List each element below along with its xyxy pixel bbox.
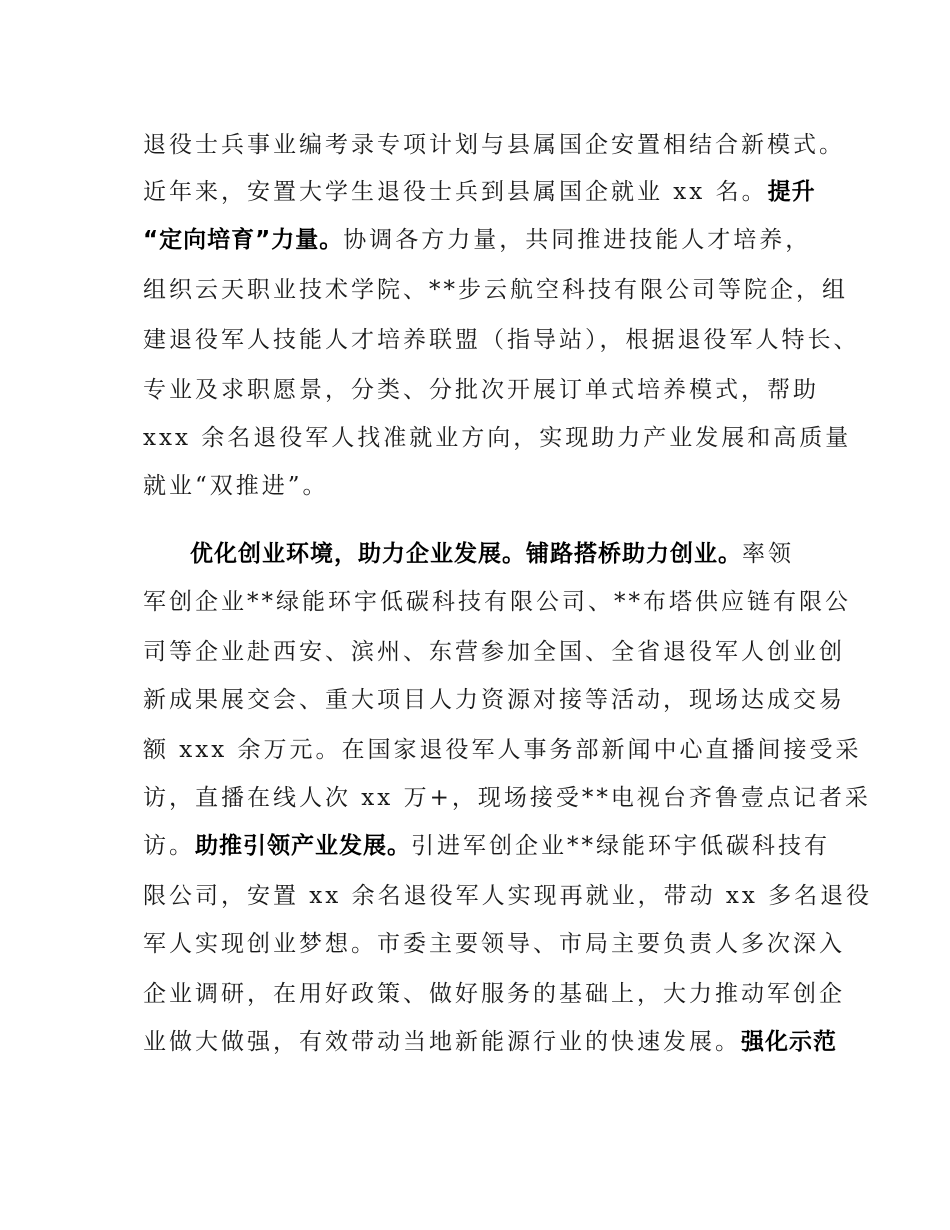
body-text: 军人实现创业梦想。市委主要领导、市局主要负责人多次深入 <box>143 931 845 957</box>
text-line <box>143 172 816 212</box>
text-line <box>143 1022 837 1062</box>
body-text: 额 xxx 余万元。在国家退役军人事务部新闻中心直播间接受采 <box>143 737 862 763</box>
body-text: 协调各方力量，共同推进技能人才培养， <box>343 227 812 253</box>
text-line <box>143 320 860 360</box>
body-text: 企业调研，在用好政策、做好服务的基础上，大力推动军创企 <box>143 981 845 1007</box>
text-line <box>143 730 862 770</box>
text-line <box>143 680 845 720</box>
text-line <box>143 370 819 410</box>
body-text: 近年来，安置大学生退役士兵到县属国企就业 xx 名。 <box>143 179 768 205</box>
body-text: 限公司，安置 xx 余名退役军人实现再就业，带动 xx 多名退役 <box>143 883 873 909</box>
text-line <box>143 125 845 165</box>
bold-heading-text: 强化示范 <box>741 1029 837 1055</box>
text-line <box>143 924 845 964</box>
body-text: 就业“双推进”。 <box>143 473 329 499</box>
bold-heading-text: “定向培育”力量。 <box>143 227 344 253</box>
text-line <box>143 270 848 310</box>
body-text: 引进军创企业**绿能环宇低碳科技有 <box>411 833 830 859</box>
body-text: 组织云天职业技术学院、**步云航空科技有限公司等院企，组 <box>143 277 848 303</box>
text-line <box>143 974 845 1014</box>
body-text: 军创企业**绿能环宇低碳科技有限公司、**布塔供应链有限公 <box>143 589 851 615</box>
bold-heading-text: 优化创业环境，助力企业发展。铺路搭桥助力创业。 <box>190 541 742 567</box>
paragraph-first-line <box>190 534 794 574</box>
body-text: 率领 <box>742 541 794 567</box>
body-text: 访。 <box>143 833 195 859</box>
body-text: xxx 余名退役军人找准就业方向，实现助力产业发展和高质量 <box>143 425 852 451</box>
text-line <box>143 778 871 818</box>
body-text: 访，直播在线人次 xx 万+，现场接受**电视台齐鲁壹点记者采 <box>143 785 871 811</box>
body-text: 业做大做强，有效带动当地新能源行业的快速发展。 <box>143 1029 741 1055</box>
text-line <box>143 418 851 458</box>
text-line <box>143 632 845 672</box>
body-text: 退役士兵事业编考录专项计划与县属国企安置相结合新模式。 <box>143 132 845 158</box>
text-line <box>143 582 851 622</box>
body-text: 建退役军人技能人才培养联盟（指导站），根据退役军人特长、 <box>143 327 860 353</box>
text-line <box>143 826 830 866</box>
text-line <box>143 876 872 916</box>
bold-heading-text: 助推引领产业发展。 <box>195 833 411 859</box>
bold-heading-text: 提升 <box>767 179 816 205</box>
body-text: 新成果展交会、重大项目人力资源对接等活动，现场达成交易 <box>143 687 845 713</box>
body-text: 司等企业赴西安、滨州、东营参加全国、全省退役军人创业创 <box>143 639 845 665</box>
body-text: 专业及求职愿景，分类、分批次开展订单式培养模式，帮助 <box>143 377 819 403</box>
text-line <box>143 466 329 506</box>
text-line <box>143 220 811 260</box>
